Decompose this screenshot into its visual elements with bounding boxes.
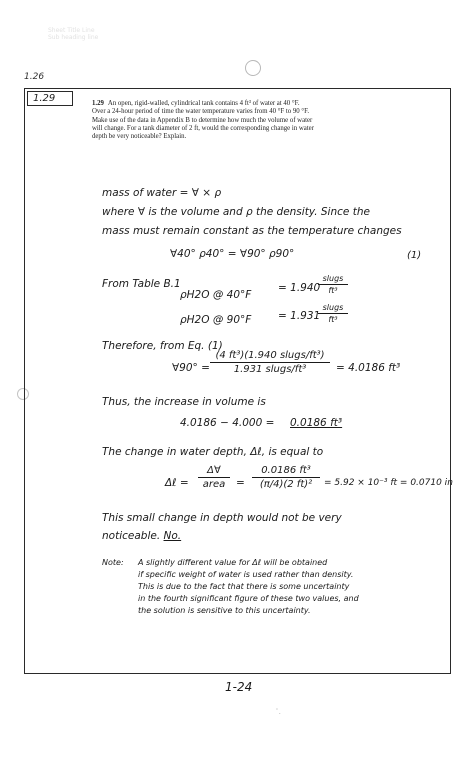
note-line-5: the solution is sensitive to this uncertainty. bbox=[138, 606, 311, 615]
faint-header-line-1: Sheet Title Line bbox=[48, 27, 95, 34]
v90-result: = 4.0186 ft³ bbox=[336, 362, 401, 374]
conclusion-line-1: This small change in depth would not be very bbox=[102, 512, 342, 524]
conclusion-line-2 bbox=[102, 530, 181, 542]
sheet-label: 1.26 bbox=[24, 72, 45, 82]
punch-hole-top bbox=[245, 60, 261, 76]
conclusion-prefix: noticeable. bbox=[102, 530, 161, 542]
note-line-1: A slightly different value for Δℓ will be obtained bbox=[138, 558, 328, 567]
delta-l-denominator: area bbox=[202, 479, 226, 490]
solution-line-mass-constant: mass must remain constant as the temperature changes bbox=[102, 225, 402, 237]
solution-line-where: where ∀ is the volume and ρ the density. Since the bbox=[102, 206, 370, 218]
delta-l-denominator-2: (π/4)(2 ft)² bbox=[259, 479, 313, 490]
equation-1-number: (1) bbox=[407, 250, 422, 261]
rho-90-label: ρH2O @ 90°F bbox=[180, 314, 252, 326]
problem-box-label: 1.29 bbox=[27, 91, 73, 106]
fraction-bar bbox=[318, 284, 348, 285]
delta-l-fraction bbox=[198, 465, 230, 490]
delta-l-label: Δℓ = bbox=[165, 477, 189, 489]
increase-calc: 4.0186 − 4.000 = bbox=[180, 417, 275, 429]
rho-90-unit bbox=[318, 303, 348, 324]
thus-line: Thus, the increase in volume is bbox=[102, 396, 266, 408]
depth-intro: The change in water depth, Δℓ, is equal to bbox=[102, 446, 324, 458]
equation-1: ∀40° ρ40° = ∀90° ρ90° bbox=[170, 248, 295, 260]
v90-label: ∀90° = bbox=[172, 362, 210, 374]
note-line-3: This is due to the fact that there is some uncertainty bbox=[138, 582, 350, 591]
delta-l-equals: = bbox=[236, 477, 245, 489]
v90-denominator: 1.931 slugs/ft³ bbox=[233, 364, 307, 375]
faint-header bbox=[48, 27, 98, 41]
increase-result: 0.0186 ft³ bbox=[290, 417, 343, 429]
rho-40-unit bbox=[318, 274, 348, 295]
note-line-2: if specific weight of water is used rather than density. bbox=[138, 570, 354, 579]
rho-40-label: ρH2O @ 40°F bbox=[180, 289, 252, 301]
bottom-mark: ʿ. bbox=[276, 707, 281, 716]
therefore-line: Therefore, from Eq. (1) bbox=[102, 340, 223, 352]
fraction-bar bbox=[318, 313, 348, 314]
delta-l-fraction-2 bbox=[252, 465, 320, 490]
note-line-4: in the fourth significant figure of these two values, and bbox=[138, 594, 359, 603]
note-label: Note: bbox=[102, 558, 124, 567]
fraction-bar bbox=[210, 362, 330, 363]
rho-40-unit-den: ft³ bbox=[328, 286, 338, 295]
v90-numerator: (4 ft³)(1.940 slugs/ft³) bbox=[215, 350, 325, 361]
page-number: 1-24 bbox=[225, 680, 253, 694]
problem-number: 1.29 bbox=[92, 100, 104, 107]
rho-90-unit-den: ft³ bbox=[328, 315, 338, 324]
rho-90-value: = 1.931 bbox=[278, 310, 321, 322]
delta-l-numerator-2: 0.0186 ft³ bbox=[261, 465, 311, 476]
solution-line-mass: mass of water = ∀ × ρ bbox=[102, 187, 222, 199]
delta-l-numerator: Δ∀ bbox=[207, 465, 221, 476]
fraction-bar bbox=[252, 477, 320, 478]
fraction-bar bbox=[198, 477, 230, 478]
rho-90-unit-num: slugs bbox=[322, 303, 344, 312]
v90-fraction bbox=[210, 350, 330, 375]
delta-l-result: = 5.92 × 10⁻³ ft = 0.0710 in bbox=[324, 478, 453, 488]
problem-text: An open, rigid-walled, cylindrical tank contains 4 ft³ of water at 40 °F. Over a 24-hour period of time the water temperature varies from 40 °F to 90 °F. Make use of the data in Appendix B to determine how much the volume of water will change. For a tank diameter of 2 ft, would the corresponding change in water depth be very noticeable? Explain. bbox=[92, 100, 314, 141]
table-intro: From Table B.1 bbox=[102, 278, 181, 290]
faint-header-line-2: Sub heading line bbox=[48, 34, 99, 41]
conclusion-answer: No. bbox=[163, 530, 182, 542]
rho-40-unit-num: slugs bbox=[322, 274, 344, 283]
problem-statement bbox=[92, 100, 314, 141]
rho-40-value: = 1.940 bbox=[278, 282, 321, 294]
